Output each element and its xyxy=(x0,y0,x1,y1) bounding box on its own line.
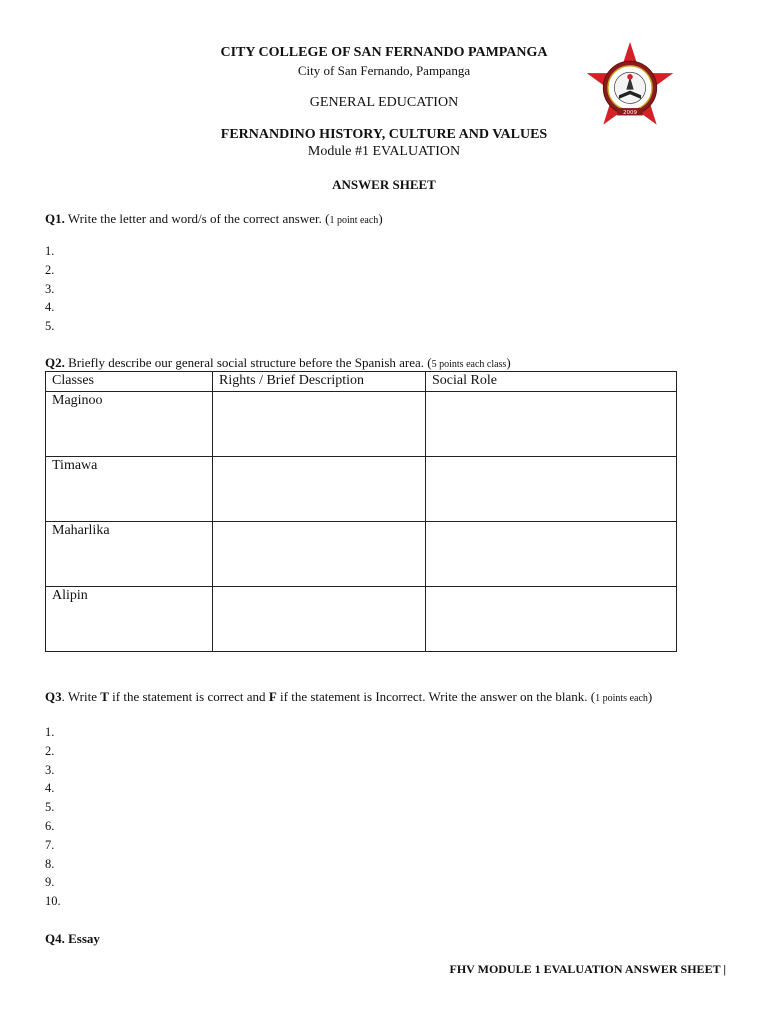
q1-answer-list xyxy=(45,242,54,336)
seal-flame-icon xyxy=(627,74,633,80)
q2-text: Briefly describe our general social structure before the Spanish area. ( xyxy=(64,355,432,370)
q3-item: 3. xyxy=(45,762,55,777)
rights-answer-cell[interactable] xyxy=(213,522,426,587)
social-role-answer-cell[interactable] xyxy=(426,392,677,457)
department-name: GENERAL EDUCATION xyxy=(309,95,459,110)
q1-item: 5. xyxy=(45,319,55,334)
q1-item: 4. xyxy=(45,300,55,315)
q3-item: 9. xyxy=(45,875,55,890)
q3-close: ) xyxy=(647,689,653,704)
social-role-answer-cell[interactable] xyxy=(426,587,677,652)
table-header-row xyxy=(46,372,677,392)
q3-answer-list xyxy=(45,723,61,911)
q3-instruction xyxy=(45,689,652,705)
table-row xyxy=(46,392,677,457)
q3-item: 1. xyxy=(45,725,55,739)
q3-text-a: . Write xyxy=(61,689,101,704)
q3-item: 4. xyxy=(45,781,55,796)
q3-false-letter: F xyxy=(268,689,277,704)
seal-year: 2009 xyxy=(622,110,638,117)
q1-label: Q1. xyxy=(45,211,65,226)
sheet-title: ANSWER SHEET xyxy=(332,177,436,192)
rights-answer-cell[interactable] xyxy=(213,587,426,652)
q4-essay-heading: Q4. Essay xyxy=(45,931,100,946)
q1-item: 2. xyxy=(45,262,55,277)
q3-item: 5. xyxy=(45,800,55,815)
column-header-rights: Rights / Brief Description xyxy=(213,372,426,392)
school-name: CITY COLLEGE OF SAN FERNANDO PAMPANGA xyxy=(220,45,548,60)
q3-item: 7. xyxy=(45,837,55,852)
column-header-social-role: Social Role xyxy=(426,372,677,392)
module-title: Module #1 EVALUATION xyxy=(307,144,461,159)
class-name-cell: Alipin xyxy=(46,587,213,652)
social-role-answer-cell[interactable] xyxy=(426,457,677,522)
school-seal-logo xyxy=(584,40,676,132)
rights-answer-cell[interactable] xyxy=(213,457,426,522)
school-city: City of San Fernando, Pampanga xyxy=(297,63,471,78)
q2-close: ) xyxy=(506,355,511,370)
table-row xyxy=(46,587,677,652)
q1-item: 3. xyxy=(45,281,55,296)
q1-close: ) xyxy=(378,211,383,226)
q3-item: 10. xyxy=(45,894,61,909)
q3-true-letter: T xyxy=(100,689,109,704)
course-title: FERNANDINO HISTORY, CULTURE AND VALUES xyxy=(220,127,548,142)
q1-item: 1. xyxy=(45,244,55,258)
q1-points: 1 point each xyxy=(329,215,379,226)
class-name-cell: Maharlika xyxy=(46,522,213,587)
q3-item: 6. xyxy=(45,818,55,833)
social-structure-table xyxy=(45,371,677,652)
q3-text-b: if the statement is correct and xyxy=(108,689,269,704)
q2-points: 5 points each class xyxy=(431,359,507,370)
column-header-classes: Classes xyxy=(46,372,213,392)
q2-instruction xyxy=(45,355,511,371)
q3-item: 2. xyxy=(45,743,55,758)
social-role-answer-cell[interactable] xyxy=(426,522,677,587)
q3-points: 1 points each xyxy=(595,693,648,704)
table-row xyxy=(46,522,677,587)
q3-item: 8. xyxy=(45,856,55,871)
class-name-cell: Maginoo xyxy=(46,392,213,457)
table-row xyxy=(46,457,677,522)
rights-answer-cell[interactable] xyxy=(213,392,426,457)
page-footer: FHV MODULE 1 EVALUATION ANSWER SHEET | xyxy=(449,962,726,976)
class-name-cell: Timawa xyxy=(46,457,213,522)
q1-text: Write the letter and word/s of the correct answer. ( xyxy=(64,211,330,226)
q2-label: Q2. xyxy=(45,355,65,370)
q3-label: Q3 xyxy=(45,689,62,704)
q1-instruction xyxy=(45,211,383,227)
q3-text-c: if the statement is Incorrect. Write the answer on the blank. ( xyxy=(276,689,596,704)
